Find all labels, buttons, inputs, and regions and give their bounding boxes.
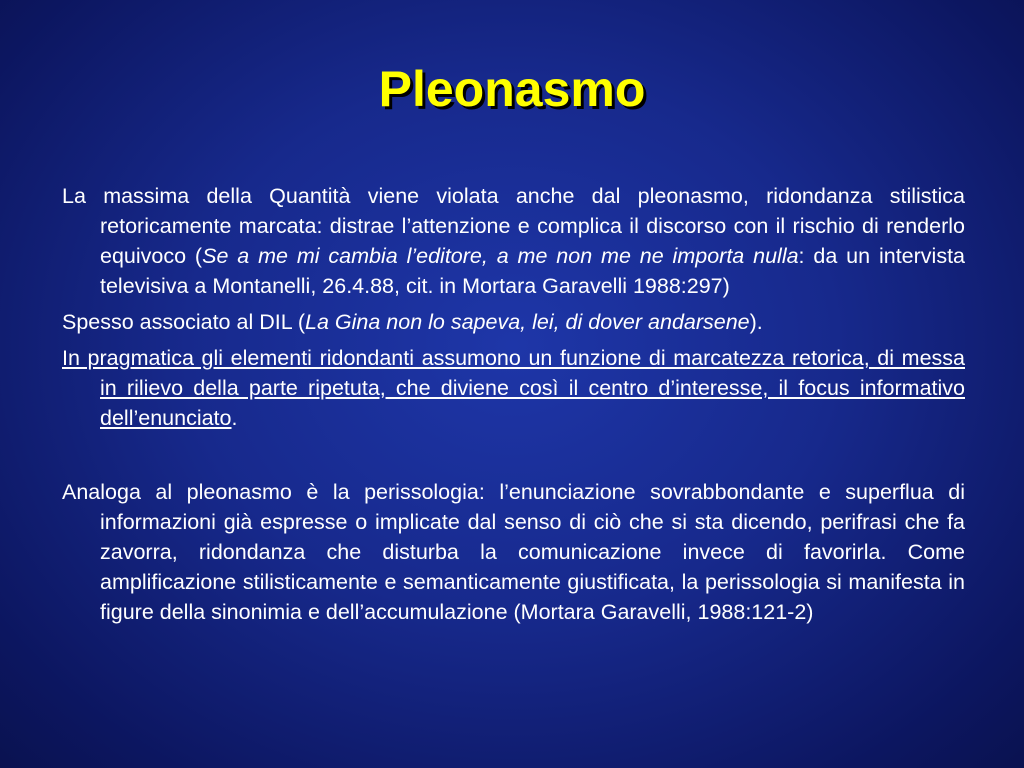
paragraph-text: Analoga al pleonasmo è la perissologia: l’enunciazione sovrabbondante e superflua di informazioni già espresse o implicate dal senso di ciò che si sta dicendo, perifrasi che fa zavorra, ridondanza che disturba la comunicazione invece di favorirla. Come amplificazione stilisticamente e semanticamente giustificata, la perissologia si manifesta in figure della sinonimia e dell’accumulazione (Mortara Garavelli, 1988:121-2) (62, 480, 965, 624)
slide-title: Pleonasmo (378, 61, 646, 117)
paragraph-text: La massima della Quantità viene violata anche dal pleonasmo, ridondanza stilistica retoricamente marcata: distrae l’attenzione e complica il discorso con il rischio di renderlo equivoco ( (62, 184, 965, 268)
paragraph-text: Spesso associato al DIL ( (62, 310, 305, 334)
paragraph-perissologia (62, 477, 965, 627)
underlined-text: In pragmatica gli elementi ridondanti assumono un funzione di marcatezza retorica, di messa in rilievo della parte ripetuta, che diviene così il centro d’interesse, il focus informativo dell’enunciato (62, 346, 965, 430)
paragraph-text: ). (749, 310, 763, 334)
slide-body (62, 181, 965, 627)
paragraph-text: : da un intervista televisiva a Montanelli, 26.4.88, cit. in Mortara Garavelli 1988:297) (100, 244, 965, 298)
paragraph-text: . (231, 406, 238, 430)
paragraph-pleonasmo (62, 181, 965, 301)
paragraph-dil (62, 307, 965, 337)
example-quote: Se a me mi cambia l’editore, a me non me ne importa nulla (202, 244, 799, 268)
paragraph-pragmatica (62, 343, 965, 433)
example-quote: La Gina non lo sapeva, lei, di dover andarsene (305, 310, 750, 334)
